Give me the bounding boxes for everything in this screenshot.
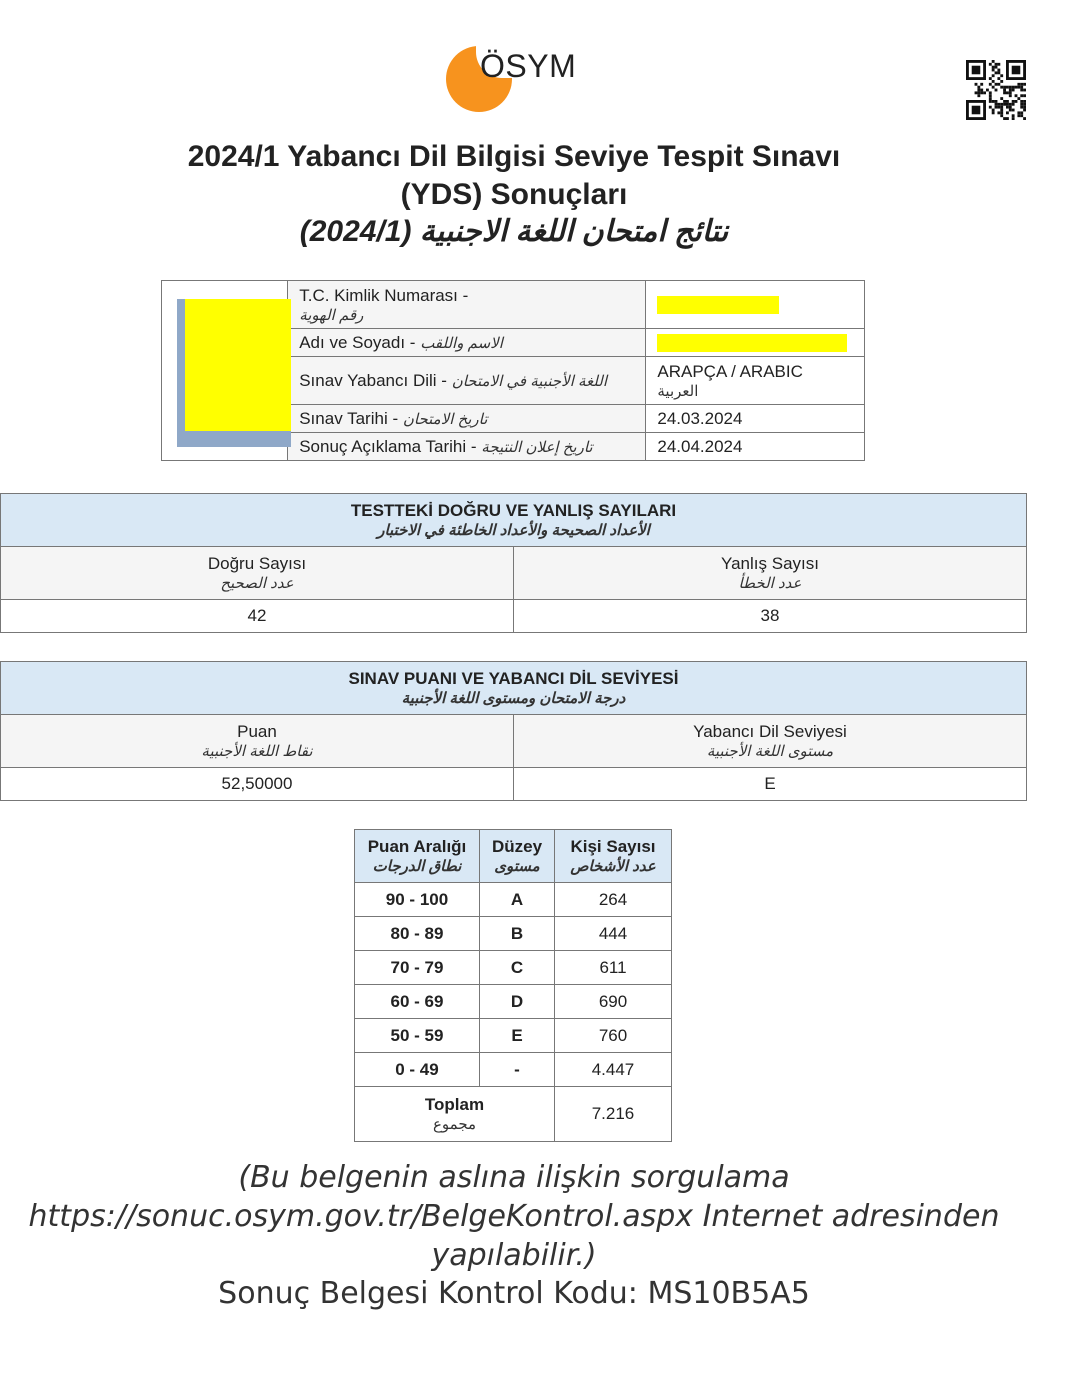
osym-logo	[446, 44, 586, 116]
answer-counts-title: TESTTEKİ DOĞRU VE YANLIŞ SAYILARI	[350, 501, 677, 520]
level-cell: -	[480, 1053, 555, 1087]
answer-counts-header	[1, 494, 1027, 547]
count-header-text: Kişi Sayısı	[570, 837, 656, 856]
name-label: Adı ve Soyadı -	[299, 332, 416, 352]
score-label-arabic: نقاط اللغة الأجنبية	[201, 743, 313, 760]
level-cell: D	[480, 985, 555, 1019]
score-level-title-arabic: درجة الامتحان ومستوى اللغة الأجنبية	[401, 690, 626, 707]
range-header-arabic: نطاق الدرجات	[372, 858, 462, 875]
lang-value: ARAPÇA / ARABIC	[657, 361, 803, 381]
level-cell: B	[480, 917, 555, 951]
level-header	[480, 830, 555, 883]
range-cell: 60 - 69	[355, 985, 480, 1019]
redaction-mark	[657, 334, 847, 352]
count-cell: 264	[555, 883, 672, 917]
score-level-title: SINAV PUANI VE YABANCI DİL SEVİYESİ	[348, 669, 679, 688]
candidate-photo	[177, 299, 291, 447]
table-row	[355, 883, 672, 917]
range-header	[355, 830, 480, 883]
wrong-label-arabic: عدد الخطأ	[738, 575, 802, 592]
range-cell: 50 - 59	[355, 1019, 480, 1053]
count-cell: 690	[555, 985, 672, 1019]
name-label-cell	[288, 329, 646, 357]
score-label-cell	[1, 715, 514, 768]
level-label-arabic: مستوى اللغة الأجنبية	[706, 743, 834, 760]
count-header-arabic: عدد الأشخاص	[570, 858, 656, 875]
result-date-label-cell	[288, 433, 646, 461]
level-value: E	[514, 768, 1027, 801]
total-row	[355, 1087, 672, 1142]
level-label-cell	[514, 715, 1027, 768]
redaction-mark	[657, 296, 779, 314]
lang-value-cell	[646, 357, 865, 405]
tc-label-arabic: رقم الهوية	[299, 306, 364, 324]
date-label-cell	[288, 405, 646, 433]
level-cell: A	[480, 883, 555, 917]
total-label-cell	[355, 1087, 555, 1142]
range-cell: 70 - 79	[355, 951, 480, 985]
correct-label-cell	[1, 547, 514, 600]
result-date-label: Sonuç Açıklama Tarihi -	[299, 436, 477, 456]
name-value	[646, 329, 865, 357]
range-cell: 90 - 100	[355, 883, 480, 917]
answer-counts-title-arabic: الأعداد الصحيحة والأعداد الخاطئة في الاختبار	[377, 522, 650, 539]
level-label: Yabancı Dil Seviyesi	[693, 722, 847, 741]
correct-label-arabic: عدد الصحيح	[220, 575, 294, 592]
lang-value-arabic: العربية	[657, 382, 699, 400]
total-label-arabic: مجموع	[432, 1116, 477, 1133]
logo-text: ÖSYM	[480, 48, 577, 84]
total-value: 7.216	[555, 1087, 672, 1142]
correct-value: 42	[1, 600, 514, 633]
score-level-table	[0, 661, 1027, 801]
table-row	[355, 951, 672, 985]
level-header-text: Düzey	[491, 837, 543, 856]
date-label-arabic: تاريخ الامتحان	[402, 410, 488, 428]
name-label-arabic: الاسم واللقب	[420, 334, 503, 352]
count-header	[555, 830, 672, 883]
footer-note-line3: yapılabilir.)	[431, 1238, 597, 1273]
level-header-arabic: مستوى	[494, 858, 540, 875]
wrong-label: Yanlış Sayısı	[721, 554, 819, 573]
page-title-arabic: نتائج امتحان اللغة الاجنبية (2024/1)	[299, 215, 729, 248]
range-cell: 0 - 49	[355, 1053, 480, 1087]
wrong-value: 38	[514, 600, 1027, 633]
result-date-value: 24.04.2024	[646, 433, 865, 461]
candidate-info-table	[161, 280, 865, 461]
control-code: Sonuç Belgesi Kontrol Kodu: MS10B5A5	[218, 1276, 810, 1311]
footer-note-url: https://sonuc.osym.gov.tr/BelgeKontrol.aspx Internet adresinden	[28, 1199, 1000, 1234]
score-value: 52,50000	[1, 768, 514, 801]
footer-note-line1: (Bu belgenin aslına ilişkin sorgulama	[238, 1160, 790, 1195]
count-cell: 444	[555, 917, 672, 951]
range-header-text: Puan Aralığı	[367, 837, 467, 856]
photo-cell	[162, 281, 288, 461]
tc-label: T.C. Kimlik Numarası -	[299, 285, 469, 305]
page-title: 2024/1 Yabancı Dil Bilgisi Seviye Tespit Sınavı	[187, 140, 841, 173]
date-value: 24.03.2024	[646, 405, 865, 433]
lang-label: Sınav Yabancı Dili -	[299, 370, 447, 390]
score-level-header	[1, 662, 1027, 715]
lang-label-arabic: اللغة الأجنبية في الامتحان	[451, 372, 608, 390]
page-title-line2: (YDS) Sonuçları	[400, 178, 628, 211]
table-row	[355, 1019, 672, 1053]
wrong-label-cell	[514, 547, 1027, 600]
correct-label: Doğru Sayısı	[207, 554, 307, 573]
level-cell: C	[480, 951, 555, 985]
redaction-mark	[185, 299, 291, 431]
total-label: Toplam	[424, 1095, 485, 1114]
tc-label-cell	[288, 281, 646, 329]
count-cell: 4.447	[555, 1053, 672, 1087]
lang-label-cell	[288, 357, 646, 405]
result-date-label-arabic: تاريخ إعلان النتيجة	[481, 438, 593, 456]
count-cell: 760	[555, 1019, 672, 1053]
table-row	[355, 917, 672, 951]
range-cell: 80 - 89	[355, 917, 480, 951]
level-cell: E	[480, 1019, 555, 1053]
qr-code-icon	[966, 60, 1026, 120]
score-label: Puan	[237, 722, 277, 741]
table-row	[355, 1053, 672, 1087]
table-row	[355, 985, 672, 1019]
answer-counts-table	[0, 493, 1027, 633]
date-label: Sınav Tarihi -	[299, 408, 399, 428]
count-cell: 611	[555, 951, 672, 985]
tc-value	[646, 281, 865, 329]
score-distribution-table	[354, 829, 672, 1142]
